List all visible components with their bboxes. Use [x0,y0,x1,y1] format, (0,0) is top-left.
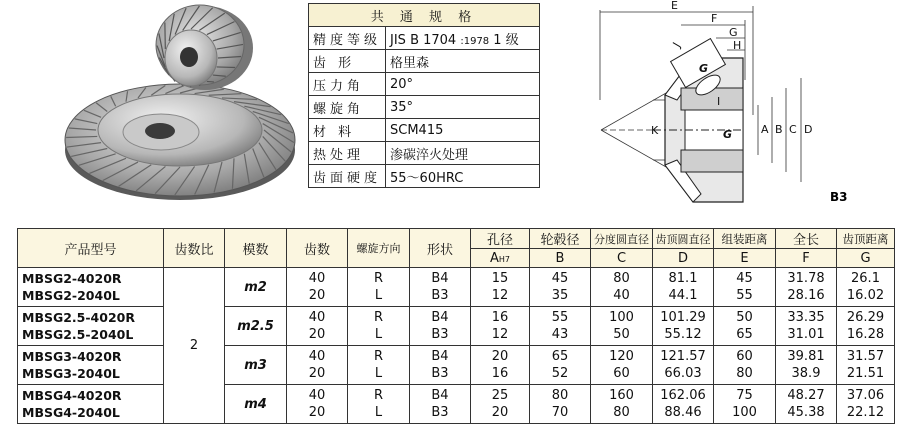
value-A: 16 [491,310,509,325]
header-crown: 齿顶距离 [837,229,895,249]
value-C: 120 [609,349,634,364]
cell-G [837,385,895,424]
value-helix: R [373,349,384,364]
value-A: 16 [491,366,509,381]
cell-C [591,307,653,346]
subheader-D: D [653,249,714,268]
cell-C [591,385,653,424]
value-teeth: 40 [308,349,326,364]
value-D: 44.1 [668,288,698,303]
model-name: MBSG3-2040L [22,366,120,381]
value-helix: R [373,388,384,403]
spec-row [309,73,540,96]
cell-B [530,268,591,307]
value-E: 65 [736,327,753,342]
spec-value-text: JIS B 1704 [390,32,461,48]
cell-F [776,268,837,307]
cell-D [653,268,714,307]
value-F: 28.16 [787,288,825,303]
label-A: A [761,123,769,136]
value-A: 20 [491,405,509,420]
cell-D [653,346,714,385]
value-shape: B4 [431,349,449,364]
model-name: MBSG2-4020R [22,271,122,286]
value-B: 35 [551,288,569,303]
subheader-B: B [530,249,591,268]
model-name: MBSG2-2040L [22,288,120,303]
cell-G [837,307,895,346]
value-shape: B4 [431,388,449,403]
value-D: 81.1 [668,271,698,286]
module-cell: m2 [225,268,287,307]
value-G: 26.29 [846,310,885,325]
cell-helix [348,307,410,346]
cell-G [837,346,895,385]
value-C: 60 [613,366,630,381]
header-hub: 轮毂径 [530,229,591,249]
value-D: 101.29 [660,310,706,325]
value-D: 121.57 [660,349,706,364]
value-F: 31.01 [787,327,825,342]
label-gear-mark-top: G [699,62,709,75]
table-row [18,346,895,385]
value-G: 16.28 [846,327,885,342]
value-D: 55.12 [664,327,702,342]
value-G: 16.02 [846,288,885,303]
cell-B [530,346,591,385]
cell-teeth [287,346,348,385]
label-gear-mark-center: G [723,128,733,141]
value-C: 160 [609,388,634,403]
subheader-A-tolerance: H7 [498,254,510,264]
value-D: 88.46 [664,405,702,420]
cell-G [837,268,895,307]
cell-shape [410,307,471,346]
value-shape: B3 [431,405,449,420]
value-helix: L [374,288,383,303]
value-F: 31.78 [787,271,825,286]
value-E: 80 [736,366,753,381]
module-cell: m2.5 [225,307,287,346]
spec-key: 压力角 [309,73,386,96]
spec-value [386,27,540,50]
value-C: 80 [613,405,630,420]
header-module: 模数 [225,229,287,268]
subheader-F: F [776,249,837,268]
header-mount: 组装距离 [714,229,776,249]
shape-type-label: B3 [830,190,848,204]
spec-row [309,96,540,119]
value-B: 43 [551,327,569,342]
label-H: H [733,39,742,52]
cell-shape [410,385,471,424]
spec-value [386,165,540,188]
value-helix: L [374,366,383,381]
value-D: 162.06 [660,388,706,403]
model-cell [18,307,164,346]
label-E: E [671,0,678,12]
spec-value [386,119,540,142]
value-F: 48.27 [787,388,825,403]
value-B: 80 [551,388,569,403]
label-C: C [789,123,797,136]
gear-section [653,39,743,202]
header-tip: 齿顶圆直径 [653,229,714,249]
model-name: MBSG4-2040L [22,405,120,420]
header-ratio: 齿数比 [164,229,225,268]
model-name: MBSG3-4020R [22,349,122,364]
spec-key: 齿 形 [309,50,386,73]
cell-D [653,307,714,346]
cell-teeth [287,307,348,346]
header-pitch: 分度圆直径 [591,229,653,249]
value-D: 66.03 [664,366,702,381]
spec-key: 螺旋角 [309,96,386,119]
value-F: 38.9 [791,366,821,381]
label-J: J [670,40,684,50]
product-table [17,228,895,424]
label-F: F [711,12,718,25]
cell-F [776,307,837,346]
cell-F [776,385,837,424]
value-C: 100 [609,310,634,325]
table-row [18,385,895,424]
value-A: 15 [491,271,509,286]
label-G: G [729,26,738,39]
spec-value [386,73,540,96]
model-name: MBSG4-4020R [22,388,122,403]
value-shape: B4 [431,271,449,286]
value-A: 12 [491,288,509,303]
cell-helix [348,268,410,307]
value-B: 55 [551,310,569,325]
value-F: 33.35 [787,310,825,325]
model-cell [18,268,164,307]
subheader-A [471,249,530,268]
table-row [18,307,895,346]
large-bevel-gear [65,84,295,200]
spec-value [386,50,540,73]
spec-row [309,142,540,165]
cell-A [471,268,530,307]
subheader-A-letter: A [489,250,499,266]
table-row [18,268,895,307]
spec-value-suffix: 1 级 [489,32,519,48]
module-cell: m4 [225,385,287,424]
spec-value-text: 55～60HRC [390,170,464,186]
cell-B [530,307,591,346]
label-K: K [651,124,659,137]
cell-teeth [287,268,348,307]
subheader-C: C [591,249,653,268]
value-teeth: 20 [308,366,326,381]
value-B: 65 [551,349,569,364]
cell-E [714,268,776,307]
cell-C [591,268,653,307]
value-G: 37.06 [846,388,885,403]
value-teeth: 40 [308,310,326,325]
spec-header-row [309,4,540,27]
spec-row [309,119,540,142]
cell-shape [410,346,471,385]
label-D: D [804,123,813,136]
value-G: 22.12 [846,405,885,420]
table-header-row [18,229,895,249]
value-F: 45.38 [787,405,825,420]
value-shape: B3 [431,366,449,381]
value-F: 39.81 [787,349,825,364]
value-C: 80 [613,271,630,286]
value-helix: L [374,327,383,342]
spec-value-text: 20° [390,76,414,92]
cell-C [591,346,653,385]
value-teeth: 20 [308,327,326,342]
gear-tooth [217,67,235,68]
value-shape: B4 [431,310,449,325]
spec-value-small: :1978 [460,35,490,47]
cell-shape [410,268,471,307]
header-bore: 孔径 [471,229,530,249]
value-E: 75 [736,388,753,403]
value-B: 45 [551,271,569,286]
header-shape: 形状 [410,229,471,268]
value-helix: R [373,271,384,286]
spec-row [309,50,540,73]
module-cell: m3 [225,346,287,385]
cell-A [471,385,530,424]
label-I: I [717,95,721,108]
spec-key: 精度等级 [309,27,386,50]
spec-row [309,27,540,50]
cell-F [776,346,837,385]
value-A: 12 [491,327,509,342]
value-teeth: 20 [308,405,326,420]
spec-value-text: 35° [390,99,414,115]
cell-E [714,385,776,424]
cell-B [530,385,591,424]
value-E: 100 [732,405,757,420]
value-G: 26.1 [851,271,880,286]
spec-key: 齿面硬度 [309,165,386,188]
cell-E [714,346,776,385]
spec-key: 热处理 [309,142,386,165]
ratio-cell: 2 [164,268,225,424]
value-C: 40 [613,288,630,303]
model-cell [18,346,164,385]
cell-A [471,346,530,385]
spec-value-text: SCM415 [390,122,444,138]
gear-product-photo [55,0,300,212]
spec-row [309,165,540,188]
value-helix: R [373,310,384,325]
subheader-G: G [837,249,895,268]
model-cell [18,385,164,424]
subheader-E: E [714,249,776,268]
value-helix: L [374,405,383,420]
value-B: 70 [551,405,569,420]
model-name: MBSG2.5-4020R [22,310,135,325]
cell-D [653,385,714,424]
model-name: MBSG2.5-2040L [22,327,134,342]
value-G: 31.57 [846,349,885,364]
small-bevel-gear [156,5,253,90]
value-A: 25 [491,388,509,403]
cell-teeth [287,385,348,424]
spec-value-text: 渗碳淬火处理 [390,147,469,163]
header-model: 产品型号 [18,229,164,268]
value-E: 45 [736,271,753,286]
label-B: B [775,123,783,136]
cell-helix [348,346,410,385]
value-E: 55 [736,288,753,303]
value-shape: B3 [431,327,449,342]
cell-A [471,307,530,346]
spec-value [386,142,540,165]
header-length: 全长 [776,229,837,249]
header-teeth: 齿数 [287,229,348,268]
spec-value-text: 格里森 [390,55,430,71]
spec-key: 材 料 [309,119,386,142]
value-teeth: 40 [308,388,326,403]
value-E: 50 [736,310,753,325]
cell-helix [348,385,410,424]
value-C: 50 [613,327,630,342]
spec-title: 共 通 规 格 [309,4,540,27]
header-helix: 螺旋方向 [348,229,410,268]
value-shape: B3 [431,288,449,303]
common-spec-table [308,3,540,188]
value-teeth: 40 [308,271,326,286]
value-E: 60 [736,349,753,364]
spec-value [386,96,540,119]
dimension-drawing [593,0,915,212]
value-G: 21.51 [846,366,885,381]
value-teeth: 20 [308,288,326,303]
cell-E [714,307,776,346]
value-B: 52 [551,366,569,381]
value-A: 20 [491,349,509,364]
